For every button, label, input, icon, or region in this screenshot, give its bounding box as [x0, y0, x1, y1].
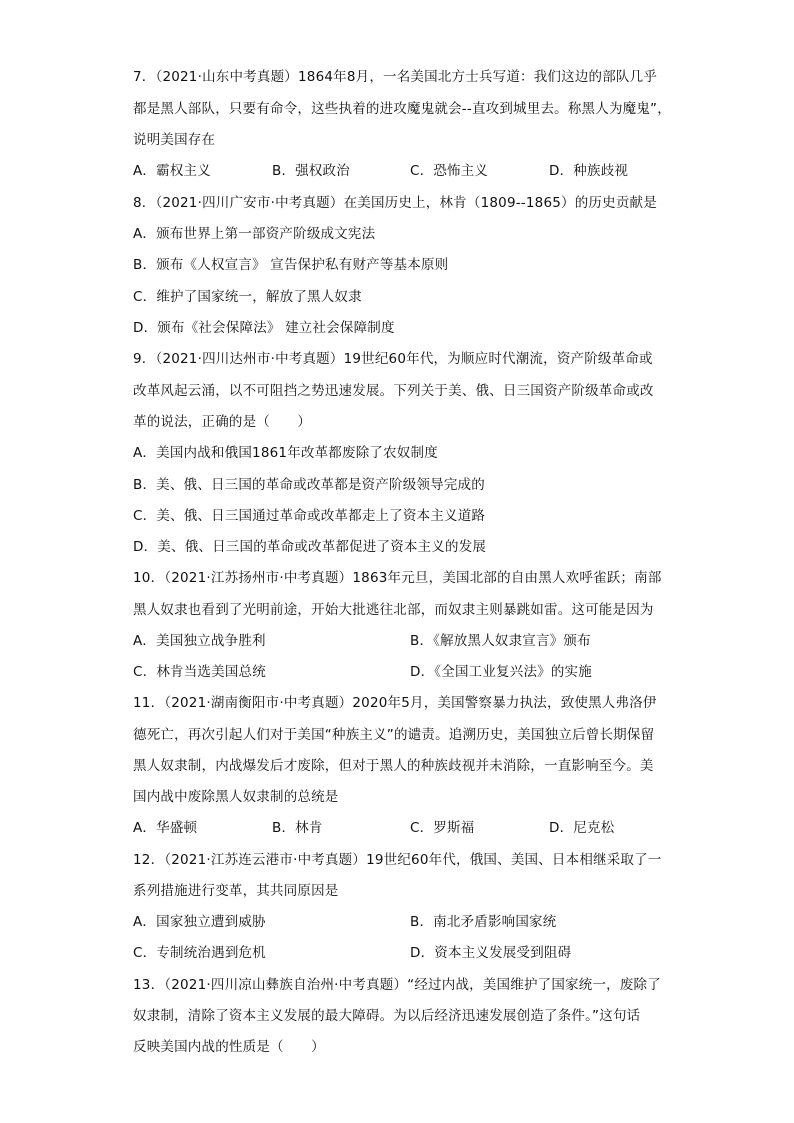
q13-stem-line-1: 13．（2021·四川凉山彝族自治州·中考真题）“经过内战，美国维护了国家统一，废除了	[133, 977, 661, 993]
q7-option-a[interactable]: A．霸权主义	[133, 163, 211, 179]
q7-option-b[interactable]: B．强权政治	[272, 163, 350, 179]
q12-option-c[interactable]: C．专制统治遇到危机	[133, 945, 266, 961]
q10-option-b[interactable]: B．《解放黑人奴隶宣言》颁布	[410, 633, 591, 649]
q11-stem-line-3: 黑人奴隶制，内战爆发后才废除，但对于黑人的种族歧视并未消除，一直影响至今。美	[133, 758, 654, 774]
q11-option-c[interactable]: C．罗斯福	[410, 820, 475, 836]
q7-stem-line-3: 说明美国存在	[133, 132, 216, 148]
q11-option-a[interactable]: A．华盛顿	[133, 820, 198, 836]
q10-stem-line-1: 10．（2021·江苏扬州市·中考真题）1863年元旦，美国北部的自由黑人欢呼雀跃；南部	[133, 570, 662, 586]
q8-stem-line-1: 8．（2021·四川广安市·中考真题）在美国历史上，林肯（1809--1865）的历史贡献是	[133, 195, 657, 211]
q12-stem-line-1: 12．（2021·江苏连云港市·中考真题）19世纪60年代，俄国、美国、日本相继采取了一	[133, 852, 662, 868]
q8-option-b[interactable]: B．颁布《人权宣言》 宣告保护私有财产等基本原则	[133, 257, 449, 273]
q7-option-c[interactable]: C．恐怖主义	[410, 163, 489, 179]
q9-option-a[interactable]: A．美国内战和俄国1861年改革都废除了农奴制度	[133, 445, 438, 461]
q12-option-b[interactable]: B．南北矛盾影响国家统	[410, 914, 557, 930]
q8-option-a[interactable]: A．颁布世界上第一部资产阶级成文宪法	[133, 226, 376, 242]
q11-stem-line-1: 11．（2021·湖南衡阳市·中考真题）2020年5月，美国警察暴力执法，致使黑人弗洛伊	[133, 695, 657, 711]
q10-option-d[interactable]: D．《全国工业复兴法》的实施	[410, 664, 592, 680]
q9-stem-line-3: 革的说法，正确的是（ ）	[133, 414, 312, 430]
q11-stem-line-2: 德死亡，再次引起人们对于美国“种族主义”的谴责。追溯历史，美国独立后曾长期保留	[133, 727, 655, 743]
q9-option-d[interactable]: D．美、俄、日三国的革命或改革都促进了资本主义的发展	[133, 539, 487, 555]
q8-option-d[interactable]: D．颁布《社会保障法》 建立社会保障制度	[133, 320, 395, 336]
q10-option-c[interactable]: C．林肯当选美国总统	[133, 664, 266, 680]
q10-option-a[interactable]: A．美国独立战争胜利	[133, 633, 266, 649]
q9-option-b[interactable]: B．美、俄、日三国的革命或改革都是资产阶级领导完成的	[133, 477, 485, 493]
q8-option-c[interactable]: C．维护了国家统一，解放了黑人奴隶	[133, 289, 362, 305]
q7-option-d[interactable]: D．种族歧视	[549, 163, 629, 179]
q13-stem-line-2: 奴隶制，清除了资本主义发展的最大障碍。为以后经济迅速发展创造了条件。”这句话	[133, 1008, 641, 1024]
q10-stem-line-2: 黑人奴隶也看到了光明前途，开始大批逃往北部，而奴隶主则暴跳如雷。这可能是因为	[133, 602, 654, 618]
q13-stem-line-3: 反映美国内战的性质是（ ）	[133, 1039, 325, 1055]
q7-stem-line-1: 7．（2021·山东中考真题）1864年8月，一名美国北方士兵写道：我们这边的部队几乎	[133, 69, 658, 85]
q11-option-d[interactable]: D．尼克松	[549, 820, 615, 836]
q7-stem-line-2: 都是黑人部队，只要有命令，这些执着的进攻魔鬼就会--直攻到城里去。称黑人为魔鬼”，	[133, 101, 671, 117]
q9-stem-line-2: 改革风起云涌，以不可阻挡之势迅速发展。下列关于美、俄、日三国资产阶级革命或改	[133, 383, 654, 399]
q12-option-a[interactable]: A．国家独立遭到威胁	[133, 914, 266, 930]
q12-option-d[interactable]: D．资本主义发展受到阻碍	[410, 945, 572, 961]
q11-option-b[interactable]: B．林肯	[272, 820, 323, 836]
q12-stem-line-2: 系列措施进行变革，其共同原因是	[133, 883, 339, 899]
q9-option-c[interactable]: C．美、俄、日三国通过革命或改革都走上了资本主义道路	[133, 508, 486, 524]
q9-stem-line-1: 9．（2021·四川达州市·中考真题）19世纪60年代，为顺应时代潮流，资产阶级革命或	[133, 351, 653, 367]
q11-stem-line-4: 国内战中废除黑人奴隶制的总统是	[133, 789, 339, 805]
